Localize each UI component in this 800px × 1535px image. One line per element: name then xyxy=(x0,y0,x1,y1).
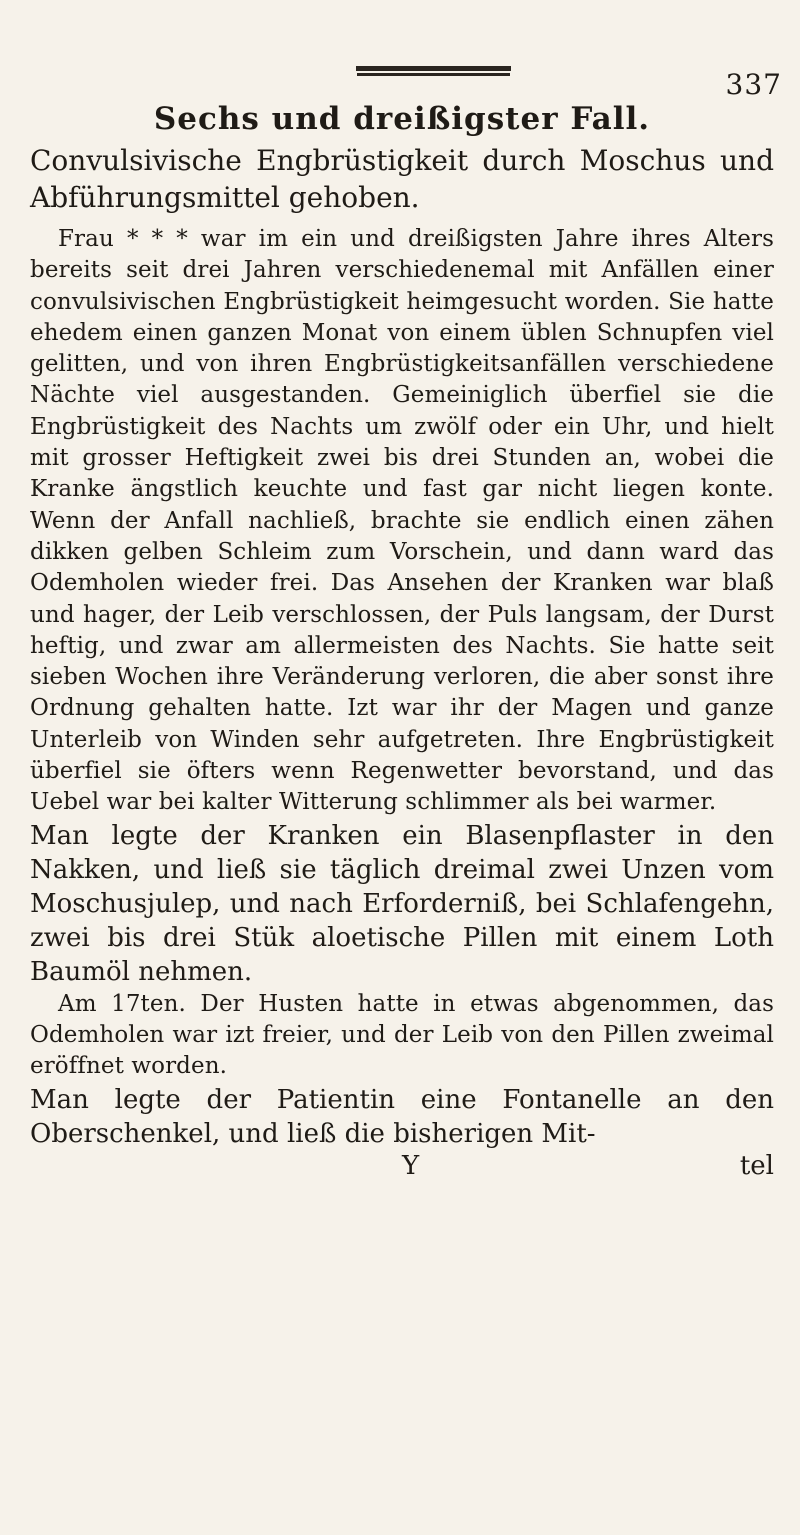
prescription-paragraph-1: Man legte der Kranken ein Blasenpflaster in den Nakken, und ließ sie täglich dreimal zwei Unzen vom Moschusjulep, und nach Erforderniß, bei Schlafengehn, zwei bis drei Stük aloetische Pillen mit einem Loth Baumöl nehmen. xyxy=(30,820,774,987)
case-title: Sechs und dreißigster Fall. xyxy=(153,101,651,137)
follow-up-text: Am 17ten. Der Husten hatte in etwas abgenommen, das Odemholen war izt freier, und der Leib von den Pillen zweimal eröffnet worden. xyxy=(30,990,774,1080)
follow-up-paragraph xyxy=(30,989,774,1083)
prescription-paragraph-2: Man legte der Patientin eine Fontanelle an den Oberschenkel, und ließ die bisherigen Mit- xyxy=(30,1084,774,1149)
case-history-paragraph xyxy=(30,224,774,819)
page-content xyxy=(30,98,774,1185)
case-subtitle: Convulsivische Engbrüstigkeit durch Moschus und Abführungsmittel gehoben. xyxy=(30,144,774,214)
case-history-text: Frau * * * war im ein und dreißigsten Jahre ihres Alters bereits seit drei Jahren verschiedenemal mit Anfällen einer convulsivischen Engbrüstigkeit heimgesucht worden. Sie hatte ehedem einen ganzen Monat von einem üblen Schnupfen viel gelitten, und von ihren Engbrüstigkeitsanfällen verschiedene Nächte viel ausgestanden. Gemeiniglich überfiel sie die Engbrüstigkeit des Nachts um zwölf oder ein Uhr, und hielt mit grosser Heftigkeit zwei bis drei Stunden an, wobei die Kranke ängstlich keuchte und fast gar nicht liegen konte. Wenn der Anfall nachließ, brachte sie endlich einen zähen dikken gelben Schleim zum Vorschein, und dann ward das Odemholen wieder frei. Das Ansehen der Kranken war blaß und hager, der Leib verschlossen, der Puls langsam, der Durst heftig, und zwar am allermeisten des Nachts. Sie hatte seit sieben Wochen ihre Veränderung verloren, die aber sonst ihre Ordnung gehalten hatte. Izt war ihr der Magen und ganze Unterleib von Winden sehr aufgetreten. Ihre Engbrüstigkeit überfiel sie öfters wenn Regenwetter bevorstand, und das Uebel war bei kalter Witterung schlimmer als bei warmer. xyxy=(30,226,774,816)
catchword: tel xyxy=(739,1150,774,1181)
page-number: 337 xyxy=(725,68,782,101)
header-rule xyxy=(356,66,511,73)
signature-mark: Y xyxy=(402,1150,420,1181)
page-footer xyxy=(30,1151,774,1185)
